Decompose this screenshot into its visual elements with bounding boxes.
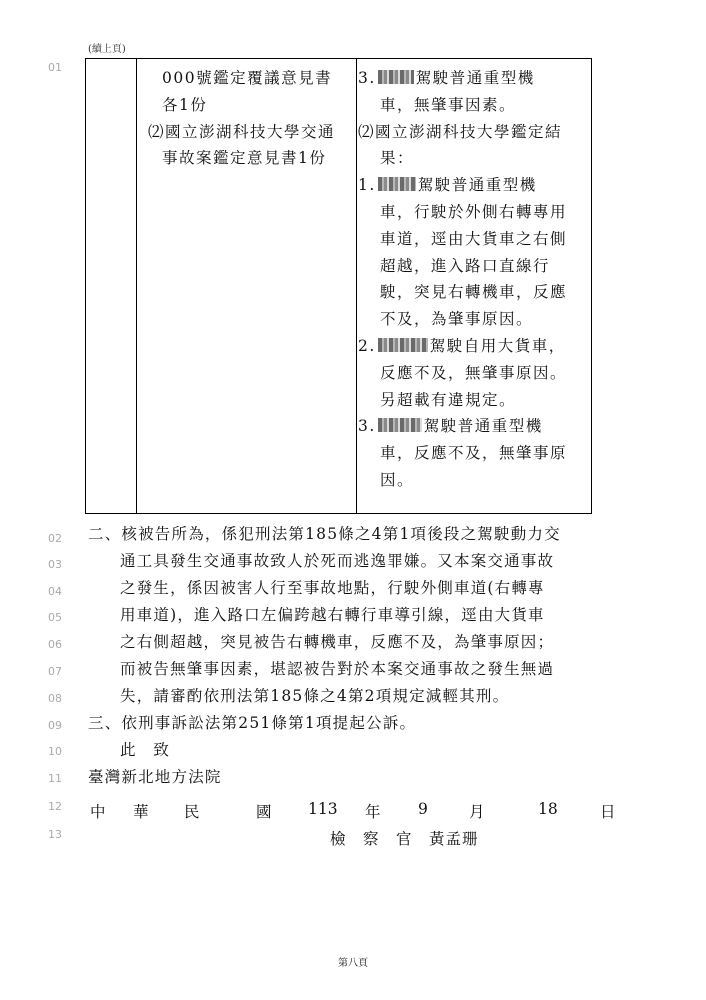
date-part: 國 <box>256 803 272 821</box>
result-text: 國立澎湖科技大學鑑定結 <box>375 122 563 141</box>
table-divider-1 <box>136 59 137 513</box>
evidence-line: ⑵國立澎湖科技大學交通 <box>148 122 336 141</box>
result-text: 超越，進入路口直線行 <box>380 256 551 275</box>
body-line: 之右側超越，突見被告右轉機車，反應不及，為肇事原因； <box>120 633 555 651</box>
evidence-line: 000號鑑定覆議意見書 <box>162 69 333 87</box>
result-line <box>358 92 590 119</box>
date-part: 日 <box>600 803 616 821</box>
result-line <box>358 65 590 92</box>
result-text: 車，反應不及，無肇事原 <box>380 444 568 463</box>
list-prefix: ⑵ <box>358 122 376 141</box>
result-text: 車，行駛於外側右轉專用 <box>380 202 568 221</box>
result-line <box>358 172 590 199</box>
result-text: 車，無肇事因素。 <box>380 95 517 114</box>
redacted-name <box>378 177 416 191</box>
result-text: 車道，逕由大貨車之右側 <box>380 229 568 248</box>
result-line <box>358 119 590 146</box>
line-number: 07 <box>48 665 62 678</box>
line-number: 02 <box>48 532 62 545</box>
date-part: 113 <box>308 800 338 818</box>
date-part: 民 <box>184 803 200 821</box>
prosecutor-signature: 檢 察 官 黃孟珊 <box>330 830 479 848</box>
result-line <box>358 253 590 280</box>
result-line <box>358 199 590 226</box>
result-text: 不及，為肇事原因。 <box>380 310 534 329</box>
result-line <box>358 413 590 440</box>
result-text: 駕駛普通重型機 <box>415 69 535 87</box>
result-line <box>358 467 590 494</box>
redacted-name <box>378 418 422 432</box>
date-part: 中 <box>90 803 106 821</box>
line-number: 12 <box>48 800 62 813</box>
evidence-line: 事故案鑑定意見書1份 <box>162 149 327 168</box>
date-part: 18 <box>538 800 558 818</box>
date-part: 9 <box>418 800 428 818</box>
result-text: 反應不及，無肇事原因。 <box>380 363 568 382</box>
result-line <box>358 145 590 172</box>
result-line <box>358 279 590 306</box>
body-line: 二、核被告所為，係犯刑法第185條之4第1項後段之駕駛動力交 <box>88 525 561 543</box>
result-line <box>358 440 590 467</box>
body-line: 而被告無肇事因素，堪認被告對於本案交通事故之發生無過 <box>120 660 555 678</box>
line-number: 09 <box>48 719 62 732</box>
result-text: 駕駛普通重型機 <box>423 417 543 436</box>
line-number: 06 <box>48 638 62 651</box>
result-line <box>358 360 590 387</box>
line-number: 05 <box>48 611 62 624</box>
body-line: 此 致 <box>120 741 171 759</box>
body-line: 失，請審酌依刑法第185條之4第2項規定減輕其刑。 <box>120 687 510 705</box>
result-text: 駛，突見右轉機車，反應 <box>380 283 568 302</box>
line-number: 10 <box>48 745 62 758</box>
date-part: 年 <box>365 803 381 821</box>
list-prefix: 3. <box>358 69 376 87</box>
result-line <box>358 306 590 333</box>
line-number: 04 <box>48 585 62 598</box>
redacted-name <box>378 70 414 84</box>
line-number: 08 <box>48 692 62 705</box>
evidence-cell <box>148 65 354 172</box>
table-divider-2 <box>356 59 357 513</box>
line-number: 11 <box>48 772 62 785</box>
result-text: 駕駛普通重型機 <box>417 176 537 195</box>
result-text: 因。 <box>380 470 415 489</box>
list-prefix: 3. <box>358 417 376 436</box>
date-part: 華 <box>133 803 149 821</box>
list-prefix: 2. <box>358 336 376 355</box>
page-number: 第八頁 <box>338 958 368 969</box>
result-line <box>358 387 590 414</box>
body-line: 通工具發生交通事故致人於死而逃逸罪嫌。又本案交通事故 <box>120 552 555 570</box>
result-line <box>358 333 590 360</box>
evidence-table <box>85 58 592 514</box>
line-number: 03 <box>48 558 62 571</box>
redacted-name <box>378 338 428 352</box>
list-prefix: 1. <box>358 176 376 195</box>
line-number: 01 <box>48 61 62 74</box>
body-line: 三、依刑事訴訟法第251條第1項提起公訴。 <box>88 714 417 732</box>
body-line: 用車道)，進入路口左偏跨越右轉行車導引線，逕由大貨車 <box>120 606 545 624</box>
result-text: 果： <box>380 149 415 168</box>
body-line: 臺灣新北地方法院 <box>88 768 222 786</box>
result-cell <box>358 65 590 494</box>
continued-note: (續上頁) <box>88 44 126 55</box>
evidence-line: 各1份 <box>162 95 208 114</box>
line-number: 13 <box>48 828 62 841</box>
result-text: 另超載有違規定。 <box>380 390 517 409</box>
date-part: 月 <box>469 803 485 821</box>
result-text: 駕駛自用大貨車， <box>429 336 566 355</box>
body-line: 之發生，係因被害人行至事故地點，行駛外側車道(右轉專 <box>120 579 545 597</box>
result-line <box>358 226 590 253</box>
